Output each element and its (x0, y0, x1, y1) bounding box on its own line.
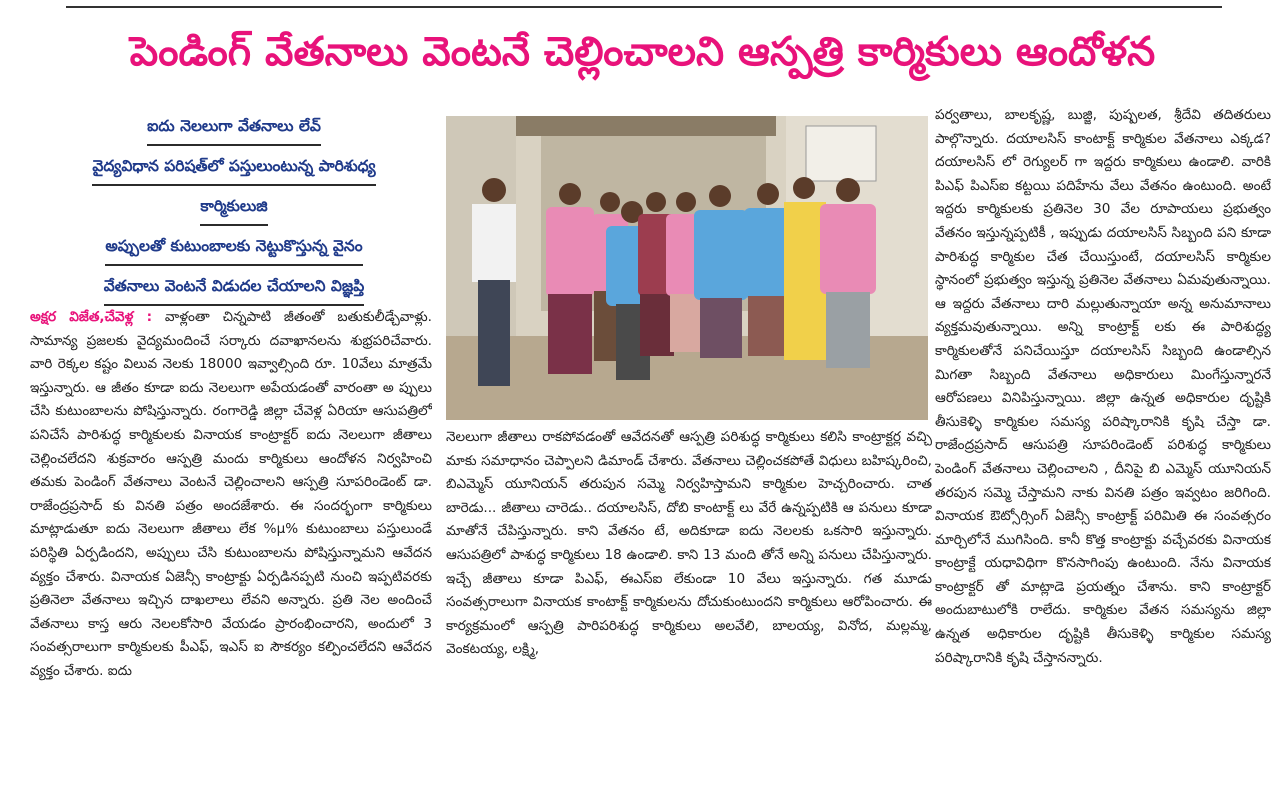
byline: అక్షర విజేత,చేవెళ్ల : (30, 309, 153, 325)
article-column-right (935, 104, 1271, 770)
subheads (44, 108, 424, 300)
article-column-middle (446, 426, 932, 766)
subhead-2: వైద్యవిధాన పరిషత్‌లో పస్తులుంటున్న పారిశుధ్య (92, 148, 375, 186)
subhead-5: వేతనాలు వెంటనే విడుదల చేయాలని విజ్ఞప్తి (104, 268, 365, 306)
group-photo-icon (446, 116, 928, 420)
top-rule (66, 6, 1222, 8)
subhead-3: కార్మికులుజి (200, 188, 267, 226)
subhead-1: ఐదు నెలలుగా వేతనాలు లేవ్ (147, 108, 321, 146)
headline: పెండింగ్ వేతనాలు వెంటనే చెల్లించాలని ఆస్పత్రి కార్మికులు ఆందోళన (129, 29, 1156, 75)
article-column-left (30, 306, 432, 776)
middle-column-text: నెలలుగా జీతాలు రాకపోవడంతో ఆవేదనతో ఆస్పత్రి పరిశుద్ధ కార్మికులు కలిసి కాంట్రాక్టర్ల వచ్చి మాకు సమాధానం చెప్పాలని డిమాండ్ చేశారు. వేతనాలు చెల్లించకపోతే విధులు బహిష్కరించి, బిఎమ్మెస్ యూనియన్ తరుపున సమ్మె నిర్వహిస్తామని కార్మికుల హెచ్చరించారు. చాత బారెడు... జీతాలు చారెడు.. దయాలసిస్, దోబి కాంటాక్ట్ లు వేరే ఉన్నప్పటికి ఆ పనులు కూడా మాతోనే చేపిస్తున్నారు. కాని వేతనం టే, అదికూడా ఐదు నెలలకు ఒకసారి ఇస్తున్నారు. ఆసుపత్రిలో పాశుద్ధ కార్మికులు 18 ఉండాలి. కాని 13 మంది తోనే అన్ని పనులు చేపిస్తున్నారు. ఇచ్చే జీతాలు కూడా పిఎఫ్, ఈఎస్ఐ లేకుండా 10 వేలు ఇస్తున్నారు. గత మూడు సంవత్సరాలుగా వినాయక కాంటాక్ట్ కార్మికులను దోచుకుంటుందని కార్మికులు ఆరోపించారు. ఈ కార్యక్రమంలో ఆస్పత్రి పారిపరిశుద్ధ కార్మికులు అలవేలి, బాలయ్య, వినోద, మల్లమ్మ, వెంకటయ్య, లక్ష్మి, (446, 429, 932, 658)
subhead-4: అప్పులతో కుటుంబాలకు నెట్టుకొస్తున్న వైనం (105, 228, 362, 266)
news-photo (446, 116, 928, 420)
right-column-text: పర్వతాలు, బాలకృష్ణ, బుజ్జి, పుష్పలత, శ్రీదేవి తదితరులు పాల్గొన్నారు. దయాలసిస్ కాంటాక్ట్ కార్మికుల వేతనాలు ఎక్కడ? దయాలసిస్ లో రెగ్యులర్ గా ఇద్దరు కార్మికులు ఉండాలి. వారికి పిఎఫ్ పిఎస్ఐ కట్టయి పదిహేను వేలు వేతనం ఉంటుంది. అంటే ఇద్దరు కార్మికులకు ప్రతినెల 30 వేల రూపాయలు ప్రభుత్వం వేతనం ఇస్తున్నప్పటికీ , ఇప్పుడు దయాలసిస్ సిబ్బంది పని కూడా పారిశుద్ధ కార్మికుల చేత చేయిస్తుంటే, దయాలసిస్ కార్మికుల స్థానంలో ప్రభుత్వం ఇస్తున్న ప్రతినెల వేతనాలు ఏమవుతున్నాయి. ఆ ఇద్దరు వేతనాలు దారి మల్లుతున్నాయా అన్న అనుమానాలు వ్యక్తమవుతున్నాయి. అన్ని కాంట్రాక్ట్ లకు ఈ పారిశుద్ధ్య కార్మికులతోనే పనిచేయిస్తూ దయాలసిస్ సిబ్బంది ఉండాల్సిన మిగతా సిబ్బంది వేతనాలు అధికారులు మింగేస్తున్నారనే ఆరోపణలు వినిపిస్తున్నాయి. జిల్లా ఉన్నత అధికారుల దృష్టికి తీసుకెళ్ళి కార్మికుల సమస్య పరిష్కారానికి కృషి చేస్తా డా. రాజేంద్రప్రసాద్ ఆసుపత్రి సూపరిండెంట్ పరిశుద్ధ కార్మికులు పెండింగ్ వేతనాలు చెల్లించాలని , దీనిపై బి ఎమ్మెస్ యూనియన్ తరపున సమ్మె చేస్తామని నాకు వినతి పత్రం ఇవ్వటం జరిగింది. వినాయక ఔట్సోర్సింగ్ ఏజెన్సీ కాంట్రాక్ట్ పరిమితి ఈ సంవత్సరం మార్చిలోనే ముగిసింది. కానీ కొత్త కాంట్రాక్టు వచ్చేవరకు వినాయక కాంట్రాక్టే యధావిధిగా కొనసాగింపు ఉంటుంది. నేను వినాయక కాంట్రాక్టర్ తో మాట్లాడె ప్రయత్నం చేశాను. కాని కాంట్రాక్టర్ అందుబాటులోకి రాలేదు. కార్మికుల వేతన సమస్యను జిల్లా ఉన్నత అధికారుల దృష్టికి తీసుకెళ్ళి కార్మికుల సమస్య పరిష్కారానికి కృషి చేస్తానన్నారు. (935, 107, 1271, 666)
left-column-text: వాళ్లంతా చిన్నపాటి జీతంతో బతుకులీడ్చేవాళ్లు. సామాన్య ప్రజలకు వైద్యమందించే సర్కారు దవాఖానలను శుభ్రపరిచేవారు. వారి రెక్కల కష్టం విలువ నెలకు 18000 ఇవ్వాల్సింది రూ. 10వేలు మాత్రమే ఇస్తున్నారు. ఆ జీతం కూడా ఐదు నెలలుగా అపేయడంతో వారంతా అ ప్పులు చేసి కుటుంబాలను పోషిస్తున్నారు. రంగారెడ్డి జిల్లా చేవెళ్ల ఏరియా ఆసుపత్రిలో పనిచేసే పారిశుద్ధ కార్మికులకు వినాయక కాంట్రాక్టర్ ఐదు నెలలుగా జీతాలు చెల్లించలేదని శుక్రవారం ఆస్పత్రి మందు కార్మికులు ఆందోళన నిర్వహించి తమకు పెండింగ్ వేతనాలు వెంటనే చెల్లించాలని ఆస్పత్రి సూపరిండెంట్ డా. రాజేంద్రప్రసాద్ కు వినతి పత్రం అందజేశారు. ఈ సందర్భంగా కార్మికులు మాట్లాడుతూ ఐదు నెలలుగా జీతాలు లేక %µ% కుటుంబాలు పస్తులుండే పరిస్థితి ఏర్పడిందని, అప్పులు చేసి కుటుంబాలను పోషిస్తున్నామని ఆవేదన వ్యక్తం చేశారు. వినాయక ఏజెన్సీ కాంట్రాక్టు ఏర్పడినప్పటి నుంచి ఇప్పటివరకు ప్రతినెలా వేతనాలు ఇచ్చిన దాఖలాలు లేవని అన్నారు. ప్రతి నెల అందించే వేతనాలు కాస్త ఆరు నెలలకోసారి వేయడం ప్రారంభించారని, అందులో 3 సంవత్సరాలుగా కార్మికులకు పీఎఫ్, ఇఎస్ ఐ సౌకర్యం కల్పించలేదని ఆవేదన వ్యక్తం చేశారు. ఐదు (30, 309, 432, 679)
